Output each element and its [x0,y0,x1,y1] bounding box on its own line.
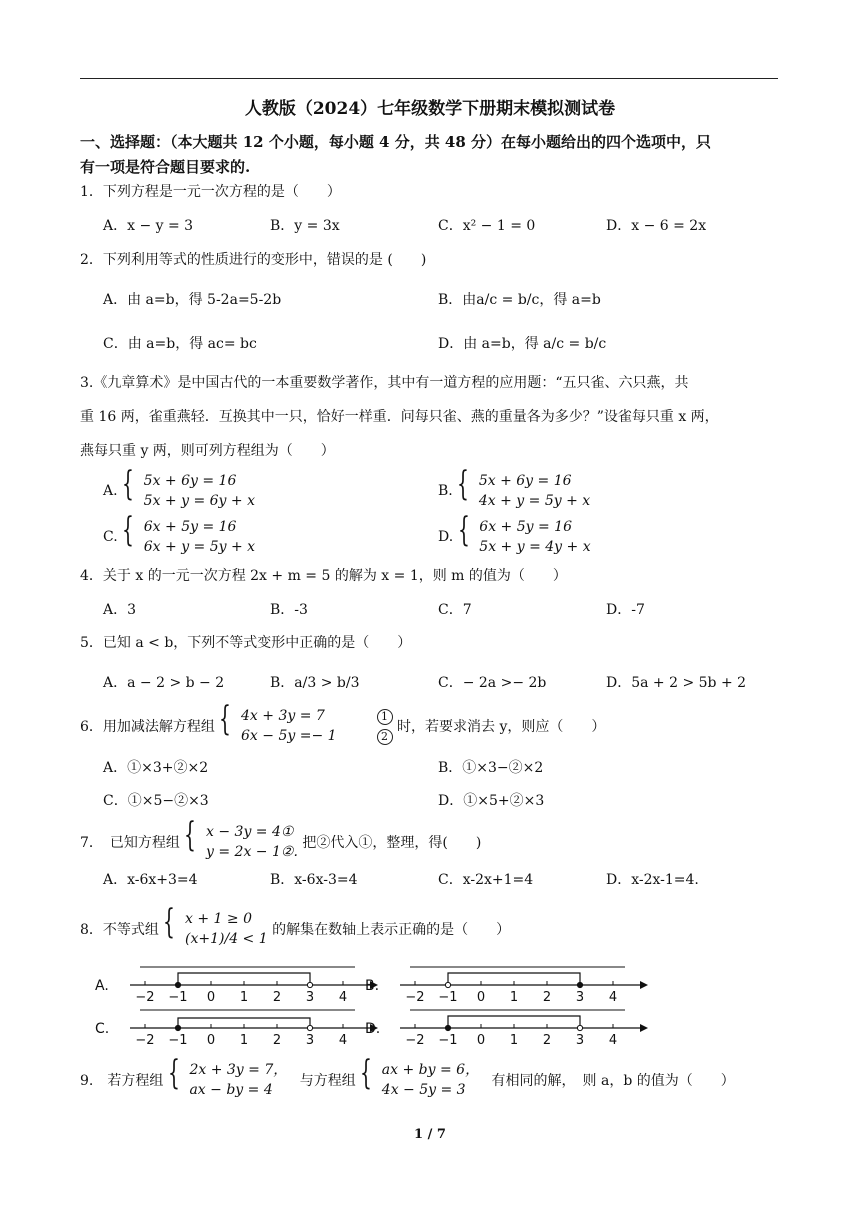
tick-label: 3 [305,990,315,1005]
tick-label: −1 [168,990,188,1005]
q3-option-a[interactable]: A. { 5x + 6y = 16 5x + y = 6y + x [103,464,255,509]
q5-stem: 5．已知 a < b，下列不等式变形中正确的是（ ） [80,635,412,651]
brace-icon: { [457,510,470,550]
endpoint-dot [445,1025,450,1030]
tick-label: −2 [405,990,425,1005]
tick-label: 1 [239,990,249,1005]
number-line-label[interactable]: C. [95,1021,110,1037]
q3-line3: 燕每只重 y 两，则可列方程组为（ ） [80,443,335,459]
q6-stem: 6．用加减法解方程组 { 4x + 3y = 7 6x − 5y =− 1 1 2 时，若要求消去 y，则应（ ） [80,699,606,744]
number-line-label[interactable]: D. [365,1021,381,1037]
q5-option-b[interactable]: B．a/3 > b/3 [270,675,360,691]
tick-label: 3 [575,990,585,1005]
q4-option-d[interactable]: D．-7 [606,602,645,618]
number-line-options [95,955,655,1050]
q7-option-b[interactable]: B．x-6x-3=4 [270,872,358,888]
tick-label: −1 [438,990,458,1005]
q1-option-d[interactable]: D．x − 6 = 2x [606,218,707,234]
header-rule [80,78,778,79]
tick-label: −1 [168,1033,188,1048]
endpoint-dot [577,982,582,987]
q5-option-c[interactable]: C．− 2a >− 2b [438,675,547,691]
tick-label: 0 [206,990,216,1005]
tick-label: 0 [476,1033,486,1048]
q1-option-a[interactable]: A．x − y = 3 [103,218,194,234]
arrow-icon [640,1024,648,1032]
brace-icon: { [122,510,135,550]
brace-icon: { [163,902,176,942]
tick-label: 1 [509,990,519,1005]
brace-icon: { [360,1053,373,1093]
q4-option-c[interactable]: C．7 [438,602,472,618]
tick-label: 2 [542,990,552,1005]
q2-option-a[interactable]: A．由 a=b，得 5-2a=5-2b [103,292,282,308]
q4-stem: 4．关于 x 的一元一次方程 2x + m = 5 的解为 x = 1，则 m 的值为（ ） [80,568,567,584]
tick-label: 0 [476,990,486,1005]
tick-label: −1 [438,1033,458,1048]
tick-label: −2 [135,1033,155,1048]
brace-icon: { [219,699,232,739]
q2-option-d[interactable]: D．由 a=b，得 a/c = b/c [438,336,607,352]
section-heading: 一、选择题：（本大题共 12 个小题，每小题 4 分，共 48 分）在每小题给出的四个选项中，只 有一项是符合题目要求的. [80,133,712,176]
q4-option-a[interactable]: A．3 [103,602,137,618]
q6-option-c[interactable]: C．①×5−②×3 [103,793,209,809]
q2-option-b[interactable]: B．由a/c = b/c，得 a=b [438,292,601,308]
q7-stem: 7． 已知方程组 { x − 3y = 4① y = 2x − 1②. 把②代入①，整理，得( ) [80,815,482,860]
q6-option-a[interactable]: A．①×3+②×2 [103,760,209,776]
brace-icon: { [122,464,134,504]
tick-label: 4 [338,990,348,1005]
tick-label: 1 [509,1033,519,1048]
brace-icon: { [457,464,470,504]
q7-option-a[interactable]: A．x-6x+3=4 [103,872,198,888]
endpoint-dot [577,1025,582,1030]
q1-stem: 1．下列方程是一元一次方程的是（ ） [80,184,341,200]
tick-label: 0 [206,1033,216,1048]
brace-icon: { [184,815,197,855]
q7-option-d[interactable]: D．x-2x-1=4. [606,872,699,888]
q5-option-d[interactable]: D．5a + 2 > 5b + 2 [606,675,747,691]
endpoint-dot [175,982,180,987]
q5-option-a[interactable]: A．a − 2 > b − 2 [103,675,225,691]
tick-label: −2 [405,1033,425,1048]
tick-label: 1 [239,1033,249,1048]
brace-icon: { [167,1053,180,1093]
endpoint-dot [175,1025,180,1030]
arrow-icon [640,981,648,989]
tick-label: 4 [338,1033,348,1048]
number-line-label[interactable]: A. [95,978,109,994]
q1-option-c[interactable]: C．x² − 1 = 0 [438,218,536,234]
endpoint-dot [445,982,450,987]
number-line-label[interactable]: B. [365,978,380,994]
tick-label: 3 [305,1033,315,1048]
page-number: 1 / 7 [414,1127,446,1142]
q6-option-d[interactable]: D．①×5+②×3 [438,793,545,809]
q3-option-b[interactable]: B. { 5x + 6y = 16 4x + y = 5y + x [438,464,591,509]
q2-option-c[interactable]: C．由 a=b，得 ac= bc [103,336,257,352]
q2-stem: 2．下列利用等式的性质进行的变形中，错误的是 ( ) [80,252,427,268]
q3-line1: 3.《九章算术》是中国古代的一本重要数学著作，其中有一道方程的应用题：“五只雀、六只燕，共 [80,375,689,391]
tick-label: 2 [272,990,282,1005]
q4-option-b[interactable]: B．-3 [270,602,308,618]
page-title: 人教版（2024）七年级数学下册期末模拟测试卷 [244,99,616,119]
tick-label: 2 [542,1033,552,1048]
endpoint-dot [307,1025,312,1030]
q3-option-c[interactable]: C. { 6x + 5y = 16 6x + y = 5y + x [103,510,256,555]
q8-stem: 8．不等式组 { x + 1 ≥ 0 (x+1)/4 < 1 的解集在数轴上表示正确的是（ ） [80,902,511,947]
tick-label: 4 [608,990,618,1005]
q9-stem: 9. 若方程组 { 2x + 3y = 7， ax − by = 4 与方程组 { ax + by = 6， 4x − 5y = 3 有相同的解， 则 a，b 的值为（ ） [80,1053,735,1098]
q3-line2: 重 16 两，雀重燕轻．互换其中一只，恰好一样重．问每只雀、燕的重量各为多少？”设雀每只重 x 两， [80,409,719,425]
tick-label: 4 [608,1033,618,1048]
tick-label: 3 [575,1033,585,1048]
endpoint-dot [307,982,312,987]
tick-label: −2 [135,990,155,1005]
tick-label: 2 [272,1033,282,1048]
q3-option-d[interactable]: D. { 6x + 5y = 16 5x + y = 4y + x [438,510,591,555]
q7-option-c[interactable]: C．x-2x+1=4 [438,872,534,888]
q6-option-b[interactable]: B．①×3−②×2 [438,760,544,776]
q1-option-b[interactable]: B．y = 3x [270,218,340,234]
